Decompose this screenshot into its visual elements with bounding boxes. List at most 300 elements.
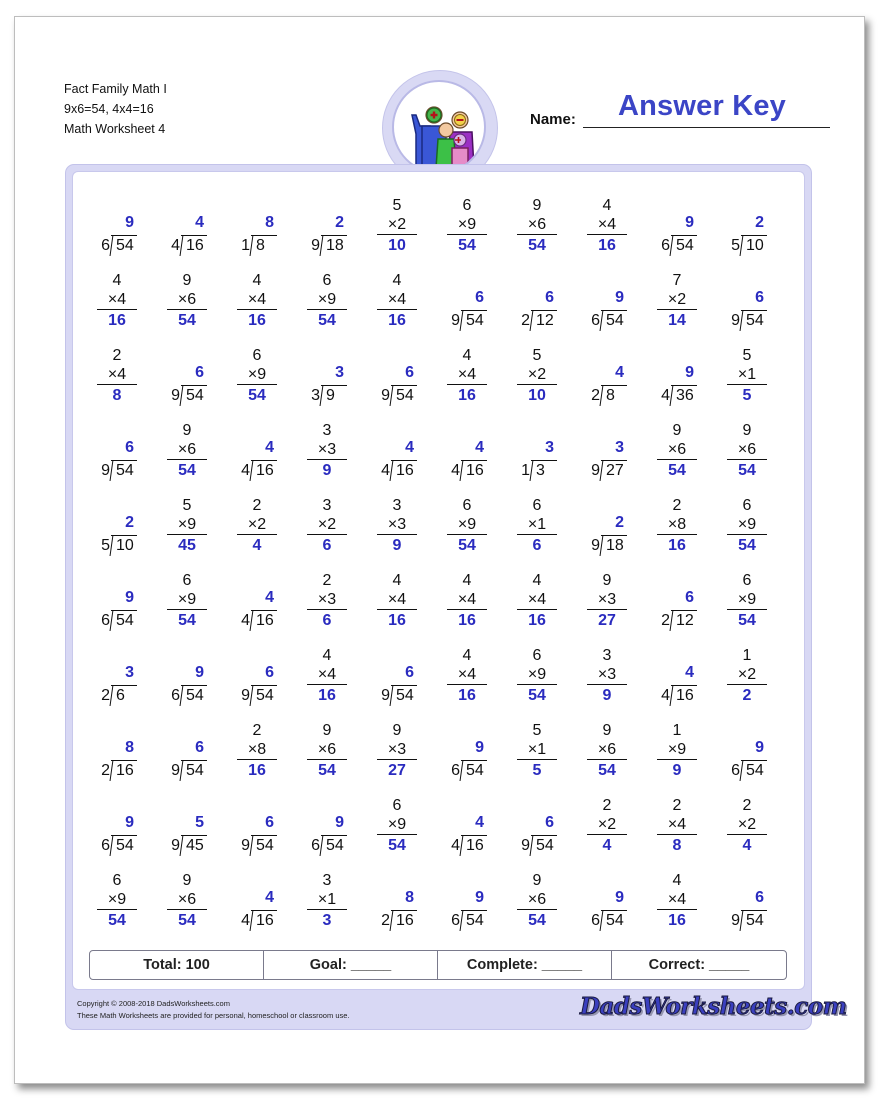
division-bracket — [241, 907, 277, 931]
divisor: 4 — [661, 687, 670, 704]
complete-field[interactable]: Complete: _____ — [438, 951, 612, 979]
quotient-answer: 6 — [545, 289, 554, 306]
product-answer: 54 — [108, 912, 126, 929]
division-problem — [565, 492, 635, 562]
factor-bottom: ×3 — [307, 590, 347, 610]
quotient-answer: 6 — [475, 289, 484, 306]
factor-top: 6 — [532, 497, 542, 514]
factor-top: 5 — [532, 347, 542, 364]
division-problem — [565, 417, 635, 487]
multiplication-problem — [145, 492, 215, 562]
factor-top: 7 — [672, 272, 682, 289]
multiplication-stack — [307, 496, 347, 556]
divisor: 9 — [241, 687, 250, 704]
dividend: 54 — [461, 760, 487, 781]
factor-top: 9 — [532, 872, 542, 889]
multiplication-problem — [75, 267, 145, 337]
division-bracket — [381, 457, 417, 481]
multiplication-problem — [285, 642, 355, 712]
problem-body — [717, 212, 767, 256]
division-problem — [635, 642, 705, 712]
division-bracket — [591, 532, 627, 556]
dividend: 54 — [601, 910, 627, 931]
factor-bottom: ×4 — [377, 290, 417, 310]
divisor: 9 — [451, 312, 460, 329]
division-bracket — [171, 832, 207, 856]
problem-body — [647, 662, 697, 706]
multiplication-stack — [447, 346, 487, 406]
quotient-answer: 4 — [615, 364, 624, 381]
problem-body — [307, 271, 347, 331]
problem-body — [447, 196, 487, 256]
problem-body — [727, 421, 767, 481]
factor-bottom: ×4 — [447, 365, 487, 385]
multiplication-problem — [495, 717, 565, 787]
factor-top: 3 — [322, 497, 332, 514]
multiplication-stack — [237, 496, 277, 556]
quotient-answer: 6 — [405, 364, 414, 381]
quotient-answer: 4 — [265, 889, 274, 906]
factor-bottom: ×4 — [587, 215, 627, 235]
quotient-answer: 4 — [475, 814, 484, 831]
product-answer: 16 — [388, 312, 406, 329]
worksheet-facts: 9x6=54, 4x4=16 — [64, 102, 154, 116]
product-answer: 3 — [322, 912, 332, 929]
multiplication-stack — [377, 271, 417, 331]
multiplication-stack — [377, 796, 417, 856]
division-bracket — [241, 457, 277, 481]
division-problem — [355, 417, 425, 487]
problem-body — [307, 571, 347, 631]
dividend: 18 — [321, 235, 347, 256]
divisor: 4 — [171, 237, 180, 254]
score-bar — [89, 950, 787, 980]
divisor: 4 — [661, 387, 670, 404]
quotient-answer: 6 — [265, 664, 274, 681]
division-bracket — [171, 757, 207, 781]
name-field-line[interactable] — [583, 127, 830, 128]
problem-body — [227, 662, 277, 706]
factor-top: 1 — [742, 647, 752, 664]
correct-field[interactable]: Correct: _____ — [648, 957, 750, 973]
product-answer: 16 — [668, 537, 686, 554]
problem-body — [517, 646, 557, 706]
product-answer: 16 — [108, 312, 126, 329]
multiplication-problem — [215, 717, 285, 787]
problem-body — [517, 571, 557, 631]
product-answer: 16 — [598, 237, 616, 254]
product-answer: 54 — [738, 462, 756, 479]
factor-top: 6 — [742, 497, 752, 514]
problem-body — [167, 871, 207, 931]
problem-body — [517, 496, 557, 556]
multiplication-problem — [355, 567, 425, 637]
product-answer: 10 — [528, 387, 546, 404]
factor-top: 9 — [322, 722, 332, 739]
factor-top: 6 — [462, 197, 472, 214]
problem-body — [587, 196, 627, 256]
multiplication-stack — [727, 796, 767, 856]
multiplication-problem — [705, 567, 775, 637]
dividend: 54 — [251, 835, 277, 856]
factor-bottom: ×6 — [587, 740, 627, 760]
factor-bottom: ×6 — [657, 440, 697, 460]
quotient-answer: 9 — [685, 214, 694, 231]
division-problem — [425, 717, 495, 787]
factor-top: 4 — [112, 272, 122, 289]
problem-body — [587, 646, 627, 706]
factor-bottom: ×1 — [517, 515, 557, 535]
division-problem — [425, 417, 495, 487]
divisor: 9 — [171, 837, 180, 854]
factor-top: 5 — [182, 497, 192, 514]
quotient-answer: 4 — [685, 664, 694, 681]
product-answer: 54 — [458, 537, 476, 554]
dividend: 54 — [111, 235, 137, 256]
division-bracket — [311, 832, 347, 856]
problem-body — [657, 496, 697, 556]
divisor: 9 — [731, 912, 740, 929]
dividend: 16 — [461, 835, 487, 856]
factor-top: 4 — [462, 572, 472, 589]
multiplication-problem — [355, 492, 425, 562]
division-bracket — [241, 232, 277, 256]
division-problem — [145, 717, 215, 787]
product-answer: 54 — [668, 462, 686, 479]
problem-body — [157, 812, 207, 856]
multiplication-stack — [377, 571, 417, 631]
multiplication-stack — [377, 721, 417, 781]
multiplication-stack — [447, 496, 487, 556]
divisor: 9 — [241, 837, 250, 854]
quotient-answer: 9 — [125, 589, 134, 606]
divisor: 6 — [731, 762, 740, 779]
division-problem — [145, 642, 215, 712]
problem-body — [717, 737, 767, 781]
divisor: 4 — [241, 612, 250, 629]
problem-row — [75, 567, 775, 637]
factor-top: 4 — [322, 647, 332, 664]
division-problem — [565, 342, 635, 412]
factor-top: 4 — [462, 347, 472, 364]
divisor: 3 — [311, 387, 320, 404]
multiplication-problem — [635, 492, 705, 562]
problem-row — [75, 417, 775, 487]
division-problem — [285, 342, 355, 412]
fact-family-icon — [392, 80, 486, 174]
problem-row — [75, 717, 775, 787]
dividend: 27 — [601, 460, 627, 481]
total-count: Total: 100 — [90, 951, 264, 979]
factor-bottom: ×8 — [657, 515, 697, 535]
problem-body — [297, 362, 347, 406]
problem-row — [75, 492, 775, 562]
quotient-answer: 3 — [335, 364, 344, 381]
multiplication-stack — [237, 346, 277, 406]
multiplication-stack — [517, 346, 557, 406]
product-answer: 16 — [458, 687, 476, 704]
division-problem — [635, 342, 705, 412]
factor-bottom: ×4 — [307, 665, 347, 685]
division-bracket — [241, 607, 277, 631]
dividend: 54 — [181, 760, 207, 781]
problem-body — [367, 362, 417, 406]
quotient-answer: 9 — [685, 364, 694, 381]
problem-body — [657, 796, 697, 856]
factor-bottom: ×6 — [727, 440, 767, 460]
multiplication-problem — [565, 192, 635, 262]
quotient-answer: 5 — [195, 814, 204, 831]
divisor: 4 — [451, 462, 460, 479]
problem-body — [437, 887, 487, 931]
quotient-answer: 9 — [125, 814, 134, 831]
problem-body — [517, 871, 557, 931]
problem-body — [507, 812, 557, 856]
dividend: 36 — [671, 385, 697, 406]
problem-body — [227, 212, 277, 256]
problem-body — [307, 646, 347, 706]
factor-bottom: ×1 — [517, 740, 557, 760]
factor-top: 6 — [252, 347, 262, 364]
brand-logo: DadsWorksheets.com — [580, 993, 847, 1020]
factor-bottom: ×2 — [727, 665, 767, 685]
divisor: 5 — [101, 537, 110, 554]
multiplication-problem — [145, 567, 215, 637]
dividend: 54 — [181, 685, 207, 706]
problem-body — [97, 271, 137, 331]
multiplication-stack — [517, 721, 557, 781]
product-answer: 5 — [532, 762, 542, 779]
product-answer: 16 — [388, 612, 406, 629]
multiplication-stack — [517, 646, 557, 706]
factor-bottom: ×9 — [307, 290, 347, 310]
problem-body — [727, 496, 767, 556]
product-answer: 5 — [742, 387, 752, 404]
factor-bottom: ×3 — [587, 665, 627, 685]
division-bracket — [731, 232, 767, 256]
division-problem — [75, 492, 145, 562]
problem-body — [437, 287, 487, 331]
factor-top: 3 — [392, 497, 402, 514]
multiplication-stack — [587, 571, 627, 631]
quotient-answer: 8 — [125, 739, 134, 756]
multiplication-problem — [285, 567, 355, 637]
problem-body — [377, 721, 417, 781]
worksheet-info — [64, 79, 167, 139]
product-answer: 16 — [248, 312, 266, 329]
divisor: 9 — [731, 312, 740, 329]
division-problem — [75, 792, 145, 862]
multiplication-problem — [705, 342, 775, 412]
factor-bottom: ×6 — [307, 740, 347, 760]
factor-top: 9 — [182, 422, 192, 439]
problem-body — [517, 196, 557, 256]
product-answer: 54 — [248, 387, 266, 404]
factor-top: 2 — [112, 347, 122, 364]
product-answer: 27 — [598, 612, 616, 629]
dividend: 16 — [251, 460, 277, 481]
multiplication-stack — [587, 646, 627, 706]
factor-bottom: ×9 — [97, 890, 137, 910]
problem-body — [577, 287, 627, 331]
division-problem — [355, 642, 425, 712]
problem-body — [87, 662, 137, 706]
division-problem — [495, 267, 565, 337]
product-answer: 54 — [458, 237, 476, 254]
division-bracket — [101, 607, 137, 631]
product-answer: 54 — [528, 237, 546, 254]
factor-bottom: ×2 — [587, 815, 627, 835]
division-bracket — [101, 682, 137, 706]
dividend: 16 — [391, 910, 417, 931]
dividend: 3 — [531, 460, 557, 481]
factor-bottom: ×9 — [727, 515, 767, 535]
division-problem — [425, 867, 495, 937]
factor-top: 6 — [462, 497, 472, 514]
multiplication-problem — [215, 492, 285, 562]
dividend: 18 — [601, 535, 627, 556]
factor-bottom: ×4 — [447, 590, 487, 610]
dividend: 54 — [251, 685, 277, 706]
problem-body — [297, 212, 347, 256]
product-answer: 54 — [178, 462, 196, 479]
dividend: 54 — [321, 835, 347, 856]
quotient-answer: 9 — [615, 289, 624, 306]
product-answer: 8 — [672, 837, 682, 854]
multiplication-stack — [727, 496, 767, 556]
quotient-answer: 4 — [405, 439, 414, 456]
problem-body — [307, 871, 347, 931]
problem-body — [87, 512, 137, 556]
division-bracket — [311, 382, 347, 406]
quotient-answer: 8 — [405, 889, 414, 906]
division-bracket — [451, 832, 487, 856]
division-problem — [705, 267, 775, 337]
problem-body — [647, 362, 697, 406]
problem-body — [647, 212, 697, 256]
dividend: 54 — [741, 310, 767, 331]
problem-body — [727, 796, 767, 856]
problem-body — [367, 437, 417, 481]
factor-top: 2 — [322, 572, 332, 589]
factor-top: 6 — [392, 797, 402, 814]
multiplication-problem — [355, 267, 425, 337]
factor-bottom: ×4 — [657, 890, 697, 910]
factor-top: 5 — [532, 722, 542, 739]
problem-body — [157, 362, 207, 406]
quotient-answer: 2 — [125, 514, 134, 531]
quotient-answer: 9 — [475, 739, 484, 756]
usage-notice: These Math Worksheets are provided for personal, homeschool or classroom use. — [77, 1011, 350, 1020]
division-problem — [215, 642, 285, 712]
factor-bottom: ×9 — [727, 590, 767, 610]
factor-top: 3 — [602, 647, 612, 664]
factor-top: 6 — [182, 572, 192, 589]
dividend: 54 — [601, 310, 627, 331]
factor-bottom: ×9 — [447, 515, 487, 535]
multiplication-stack — [307, 646, 347, 706]
divisor: 2 — [101, 762, 110, 779]
divisor: 5 — [731, 237, 740, 254]
product-answer: 54 — [178, 912, 196, 929]
factor-bottom: ×4 — [97, 290, 137, 310]
multiplication-problem — [705, 792, 775, 862]
goal-field[interactable]: Goal: _____ — [264, 951, 438, 979]
dividend: 54 — [671, 235, 697, 256]
dividend: 54 — [111, 835, 137, 856]
quotient-answer: 2 — [615, 514, 624, 531]
problem-body — [437, 737, 487, 781]
problem-body — [87, 437, 137, 481]
divisor: 1 — [521, 462, 530, 479]
problem-body — [447, 646, 487, 706]
factor-top: 2 — [672, 797, 682, 814]
multiplication-problem — [635, 717, 705, 787]
division-bracket — [101, 232, 137, 256]
divisor: 9 — [101, 462, 110, 479]
problem-body — [577, 887, 627, 931]
product-answer: 6 — [532, 537, 542, 554]
division-bracket — [661, 682, 697, 706]
factor-bottom: ×9 — [517, 665, 557, 685]
division-problem — [285, 792, 355, 862]
product-answer: 16 — [248, 762, 266, 779]
factor-bottom: ×4 — [447, 665, 487, 685]
division-bracket — [731, 757, 767, 781]
quotient-answer: 6 — [125, 439, 134, 456]
dividend: 54 — [111, 610, 137, 631]
factor-top: 4 — [252, 272, 262, 289]
factor-bottom: ×6 — [167, 290, 207, 310]
factor-bottom: ×2 — [307, 515, 347, 535]
factor-bottom: ×9 — [447, 215, 487, 235]
problem-body — [237, 721, 277, 781]
problem-body — [307, 721, 347, 781]
division-bracket — [451, 457, 487, 481]
problem-row — [75, 267, 775, 337]
factor-bottom: ×6 — [517, 890, 557, 910]
factor-bottom: ×2 — [237, 515, 277, 535]
factor-bottom: ×9 — [657, 740, 697, 760]
quotient-answer: 6 — [755, 289, 764, 306]
division-bracket — [171, 682, 207, 706]
multiplication-stack — [167, 421, 207, 481]
problem-body — [167, 421, 207, 481]
factor-top: 6 — [532, 647, 542, 664]
factor-bottom: ×2 — [727, 815, 767, 835]
multiplication-problem — [285, 417, 355, 487]
product-answer: 54 — [738, 537, 756, 554]
division-bracket — [661, 232, 697, 256]
factor-top: 5 — [742, 347, 752, 364]
problem-body — [647, 587, 697, 631]
division-bracket — [381, 907, 417, 931]
divisor: 1 — [241, 237, 250, 254]
problem-body — [87, 737, 137, 781]
division-problem — [425, 792, 495, 862]
multiplication-stack — [657, 871, 697, 931]
multiplication-stack — [307, 421, 347, 481]
division-bracket — [241, 832, 277, 856]
factor-bottom: ×8 — [237, 740, 277, 760]
factor-bottom: ×4 — [517, 590, 557, 610]
multiplication-stack — [587, 796, 627, 856]
problem-body — [97, 346, 137, 406]
product-answer: 8 — [112, 387, 122, 404]
multiplication-problem — [565, 642, 635, 712]
division-problem — [565, 267, 635, 337]
division-bracket — [241, 682, 277, 706]
